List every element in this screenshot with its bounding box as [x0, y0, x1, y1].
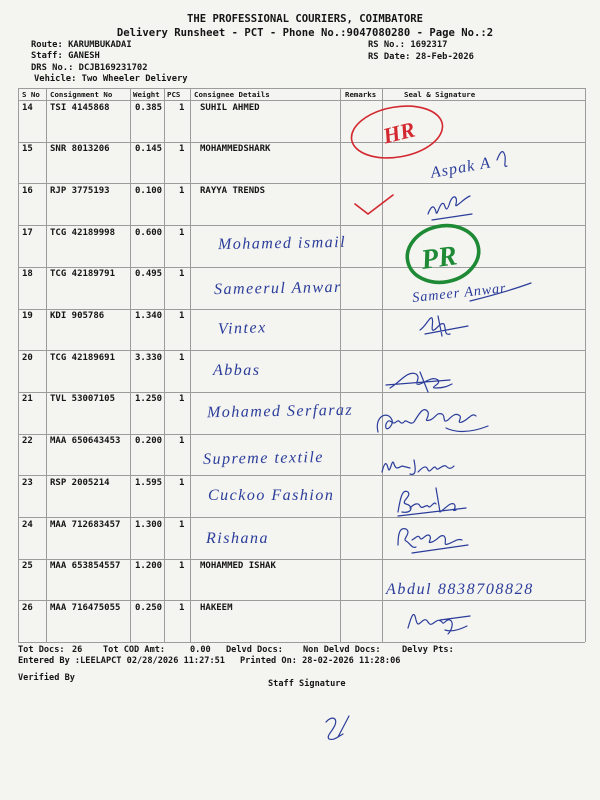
cell-consignment-no: TCG 42189998 — [50, 227, 116, 238]
cell-pcs: 1 — [179, 436, 185, 447]
red-check-mark — [355, 195, 393, 214]
cell-sno: 16 — [22, 185, 33, 196]
drs-number-value: DCJB169231702 — [78, 63, 148, 73]
delvd-docs-label: Delvd Docs: — [226, 645, 283, 655]
cell-pcs: 1 — [179, 602, 185, 613]
rs-date-label: RS Date: — [368, 52, 411, 62]
cell-consignment-no: MAA 712683457 — [50, 519, 121, 530]
handwritten-consignee-name: Rishana — [206, 530, 269, 547]
handwritten-consignee-name: Abbas — [213, 362, 261, 380]
cell-weight: 1.340 — [135, 311, 163, 321]
non-delvd-docs-label: Non Delvd Docs: — [303, 645, 381, 655]
cell-sno: 20 — [22, 352, 33, 363]
tot-cod-amt-value: 0.00 — [190, 645, 211, 655]
cell-pcs: 1 — [179, 227, 185, 238]
runsheet-subtitle: Delivery Runsheet - PCT - Phone No.:9047080280 - Page No.:2 — [116, 27, 494, 39]
cell-consignment-no: TCG 42189791 — [50, 269, 116, 280]
cell-consignment-no: TVL 53007105 — [50, 394, 116, 405]
col-header-seal-signature: Seal & Signature — [404, 90, 476, 99]
cell-pcs: 1 — [179, 102, 185, 113]
cell-weight: 0.495 — [135, 269, 163, 280]
handwritten-consignee-name: Supreme textile — [202, 448, 325, 468]
cell-consignment-no: TCG 42189691 — [50, 352, 116, 363]
cell-weight: 1.595 — [135, 477, 163, 488]
signature-row-21 — [377, 410, 488, 432]
cell-consignee: MOHAMMEDSHARK — [200, 144, 271, 155]
cell-consignment-no: TSI 4145868 — [50, 102, 110, 113]
entered-by-value: LEELAPCT 02/28/2026 11:27:51 — [80, 656, 225, 666]
handwritten-consignee-name: Mohamed ismail — [217, 233, 347, 254]
cell-pcs: 1 — [179, 311, 185, 321]
staff-signature-label: Staff Signature — [268, 679, 346, 689]
cell-sno: 21 — [22, 394, 33, 405]
cell-weight: 0.145 — [135, 144, 163, 155]
cell-sno: 22 — [22, 436, 33, 447]
route-value: KARUMBUKADAI — [68, 40, 132, 50]
cell-consignment-no: SNR 8013206 — [50, 144, 110, 155]
cell-sno: 24 — [22, 519, 33, 530]
col-header-consignment-no: Consignment No — [50, 90, 113, 99]
cell-consignee: RAYYA TRENDS — [200, 185, 266, 196]
pr-stamp-label: PR — [419, 240, 460, 276]
signature-row-19 — [420, 316, 468, 336]
cell-consignment-no: MAA 653854557 — [50, 561, 121, 572]
cell-sno: 19 — [22, 311, 33, 321]
entered-by-label: Entered By : — [18, 656, 81, 666]
col-header-weight: Weight — [133, 90, 160, 99]
cell-weight: 1.200 — [135, 561, 163, 572]
cell-consignment-no: MAA 650643453 — [50, 436, 121, 447]
rs-number-value: 1692317 — [410, 40, 448, 50]
cell-consignment-no: RJP 3775193 — [50, 185, 110, 196]
cell-pcs: 1 — [179, 269, 185, 280]
vehicle-label: Vehicle: — [34, 74, 77, 84]
cell-weight: 0.600 — [135, 227, 163, 238]
printed-on-value: 28-02-2026 11:28:06 — [302, 656, 401, 666]
signature-row-22 — [382, 460, 454, 474]
cell-weight: 0.385 — [135, 102, 163, 113]
rs-number-label: RS No.: — [368, 40, 406, 50]
rs-date-value: 28-Feb-2026 — [415, 52, 474, 62]
staff-signature-mark — [326, 716, 349, 739]
cell-consignee: SUHIL AHMED — [200, 102, 260, 113]
cell-sno: 17 — [22, 227, 33, 238]
cell-sno: 23 — [22, 477, 33, 488]
cell-pcs: 1 — [179, 144, 185, 155]
col-header-pcs: PCS — [167, 90, 181, 99]
col-header-remarks: Remarks — [345, 90, 377, 99]
signature-row-24 — [398, 529, 468, 553]
cell-pcs: 1 — [179, 185, 185, 196]
handwritten-consignee-name: Vintex — [217, 318, 267, 338]
cell-pcs: 1 — [179, 519, 185, 530]
cell-weight: 1.300 — [135, 519, 163, 530]
pr-stamp — [402, 219, 484, 289]
handwritten-consignee-name: Sameerul Anwar — [213, 278, 342, 298]
tot-docs-value: 26 — [72, 645, 83, 655]
vehicle-value: Two Wheeler Delivery — [81, 74, 188, 84]
cell-consignment-no: RSP 2005214 — [50, 477, 110, 488]
cell-sno: 18 — [22, 269, 33, 280]
signature-row-18: Sameer Anwar — [411, 281, 508, 306]
signature-flourish-row-15 — [497, 152, 507, 167]
hr-stamp — [347, 99, 446, 164]
staff-value: GANESH — [68, 51, 100, 61]
drs-number-label: DRS No.: — [31, 63, 74, 73]
staff-label: Staff: — [31, 51, 63, 61]
handwritten-consignee-name: Cuckoo Fashion — [208, 487, 335, 505]
tot-docs-label: Tot Docs: — [18, 645, 65, 655]
cell-consignment-no: MAA 716475055 — [50, 602, 121, 613]
signature-row-25: Abdul 8838708828 — [386, 581, 534, 598]
cell-consignee: HAKEEM — [200, 602, 233, 613]
signature-row-20 — [386, 372, 452, 392]
signature-row-15: Aspak A — [429, 154, 493, 182]
cell-pcs: 1 — [179, 561, 185, 572]
cell-weight: 0.100 — [135, 185, 163, 196]
cell-sno: 26 — [22, 602, 33, 613]
cell-weight: 0.250 — [135, 602, 163, 613]
cell-pcs: 1 — [179, 352, 185, 363]
cell-weight: 0.200 — [135, 436, 163, 447]
hr-stamp-label: HR — [380, 116, 418, 149]
delvy-pts-label: Delvy Pts: — [402, 645, 454, 655]
cell-weight: 1.250 — [135, 394, 163, 405]
route-label: Route: — [31, 40, 63, 50]
cell-consignment-no: KDI 905786 — [50, 311, 105, 321]
col-header-consignee-details: Consignee Details — [194, 90, 270, 99]
printed-on-label: Printed On: — [240, 656, 297, 666]
signature-row-16 — [428, 196, 472, 220]
col-header-sno: S No — [22, 90, 40, 99]
signature-row-23 — [398, 488, 466, 516]
signature-row-26 — [408, 614, 470, 634]
cell-sno: 15 — [22, 144, 33, 155]
tot-cod-amt-label: Tot COD Amt: — [103, 645, 166, 655]
cell-sno: 14 — [22, 102, 33, 113]
cell-pcs: 1 — [179, 477, 185, 488]
cell-pcs: 1 — [179, 394, 185, 405]
verified-by-label: Verified By — [18, 673, 75, 683]
cell-weight: 3.330 — [135, 352, 163, 363]
company-name: THE PROFESSIONAL COURIERS, COIMBATORE — [187, 13, 423, 25]
cell-sno: 25 — [22, 561, 33, 572]
handwritten-consignee-name: Mohamed Serfaraz — [206, 401, 354, 422]
cell-consignee: MOHAMMED ISHAK — [200, 561, 276, 572]
